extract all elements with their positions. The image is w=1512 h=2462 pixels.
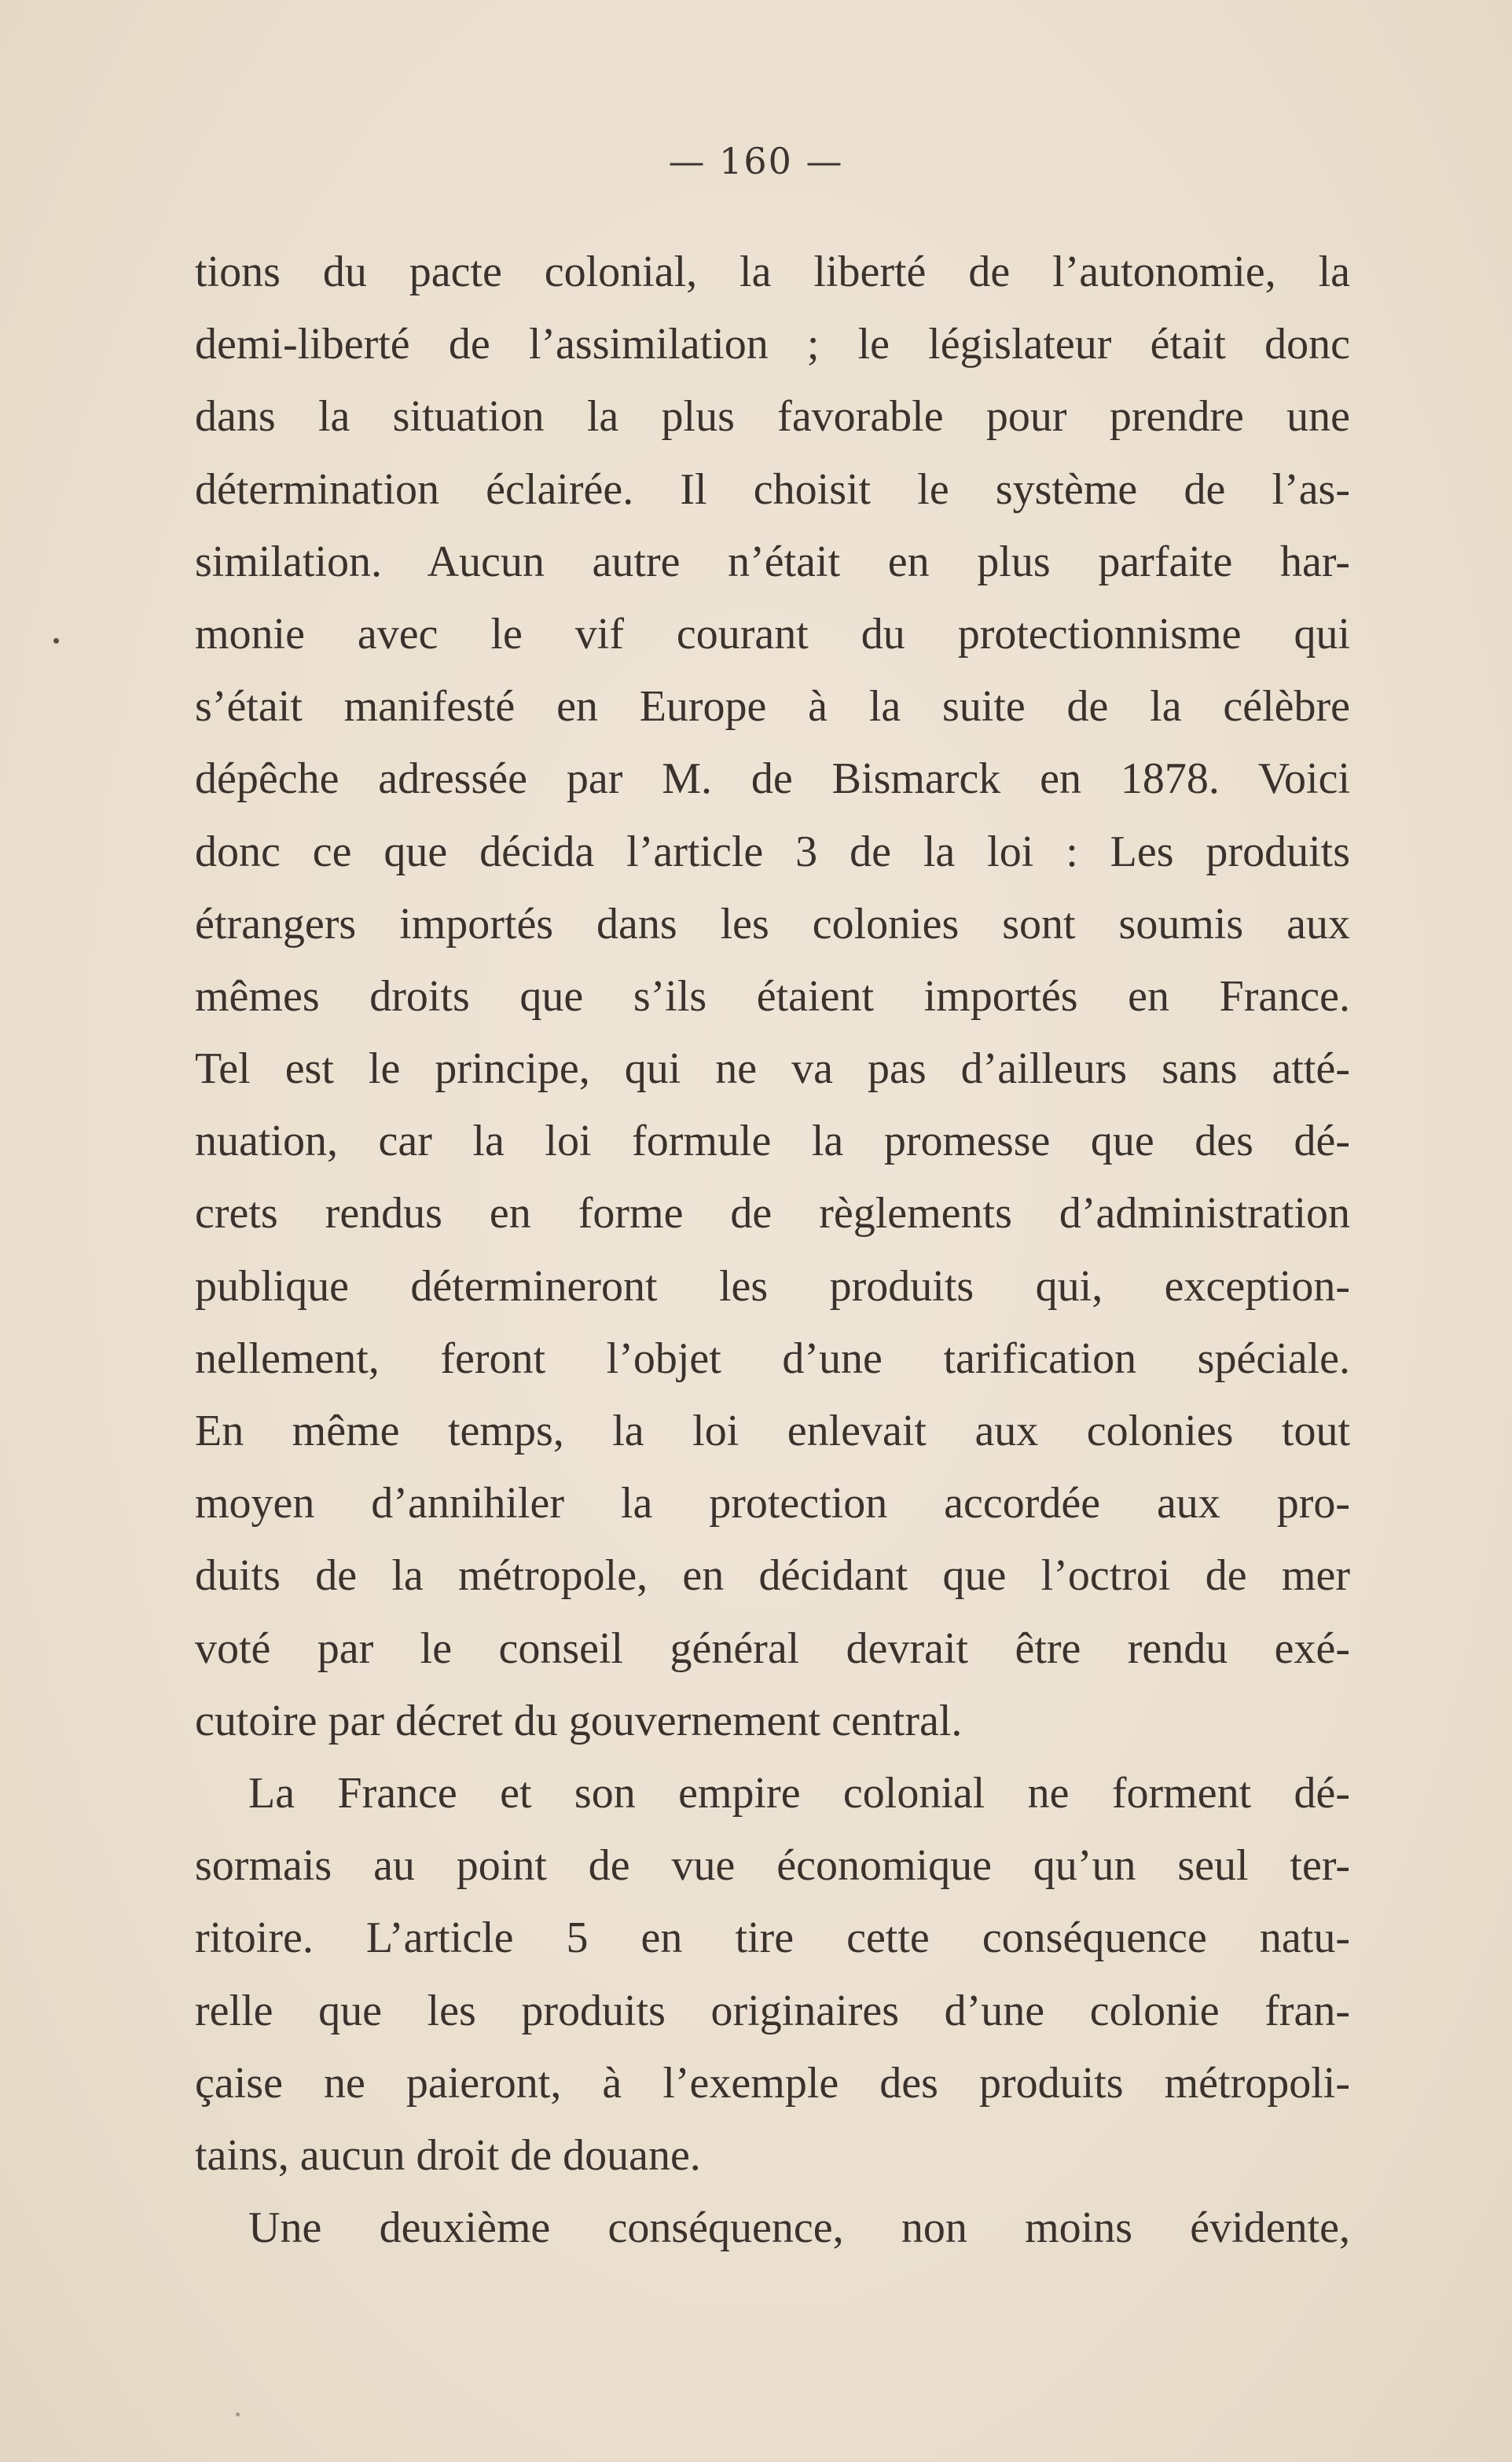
paper-speck — [236, 2412, 240, 2416]
body-text — [195, 236, 1350, 2264]
text-line: monie avec le vif courant du protectionnisme qui — [195, 609, 1350, 659]
text-line: détermination éclairée. Il choisit le système de l’as- — [195, 464, 1350, 514]
text-line: similation. Aucun autre n’était en plus parfaite har- — [195, 537, 1350, 586]
text-line: nuation, car la loi formule la promesse que des dé- — [195, 1117, 1350, 1166]
text-line: donc ce que décida l’article 3 de la loi : Les produits — [195, 827, 1350, 876]
text-line: Tel est le principe, qui ne va pas d’ailleurs sans atté- — [195, 1044, 1350, 1094]
text-line: tions du pacte colonial, la liberté de l’autonomie, la — [195, 248, 1350, 296]
text-line: demi-liberté de l’assimilation ; le législateur était donc — [195, 320, 1350, 369]
text-line: sormais au point de vue économique qu’un seul ter- — [195, 1841, 1350, 1891]
page-number: — 160 — — [668, 140, 844, 182]
text-line: dépêche adressée par M. de Bismarck en 1878. Voici — [195, 754, 1350, 804]
text-line: publique détermineront les produits qui, exception- — [195, 1261, 1350, 1311]
text-line: moyen d’annihiler la protection accordée aux pro- — [195, 1479, 1350, 1528]
text-line: çaise ne paieront, à l’exemple des produits métropoli- — [195, 2058, 1350, 2108]
paper-speck — [53, 638, 59, 644]
text-line: En même temps, la loi enlevait aux colonies tout — [195, 1407, 1350, 1455]
text-line: dans la situation la plus favorable pour prendre une — [195, 392, 1350, 442]
text-line: tains, aucun droit de douane. — [195, 2130, 701, 2180]
text-line: ritoire. L’article 5 en tire cette conséquence natu- — [195, 1913, 1350, 1963]
text-line: étrangers importés dans les colonies sont soumis aux — [195, 899, 1350, 948]
text-line: relle que les produits originaires d’une colonie fran- — [195, 1986, 1350, 2035]
paragraph-first-line: La France et son empire colonial ne forment dé- — [248, 1768, 1350, 1818]
text-line: s’était manifesté en Europe à la suite de la célèbre — [195, 682, 1350, 732]
text-line: mêmes droits que s’ils étaient importés en France. — [195, 971, 1350, 1021]
paragraph-first-line: Une deuxième conséquence, non moins évidente, — [248, 2203, 1350, 2253]
text-line: nellement, feront l’objet d’une tarification spéciale. — [195, 1334, 1350, 1383]
text-line: voté par le conseil général devrait être rendu exé- — [195, 1624, 1350, 1673]
text-line: cutoire par décret du gouvernement central. — [195, 1696, 963, 1745]
text-line: crets rendus en forme de règlements d’administration — [195, 1189, 1350, 1238]
text-line: duits de la métropole, en décidant que l’octroi de mer — [195, 1551, 1350, 1601]
